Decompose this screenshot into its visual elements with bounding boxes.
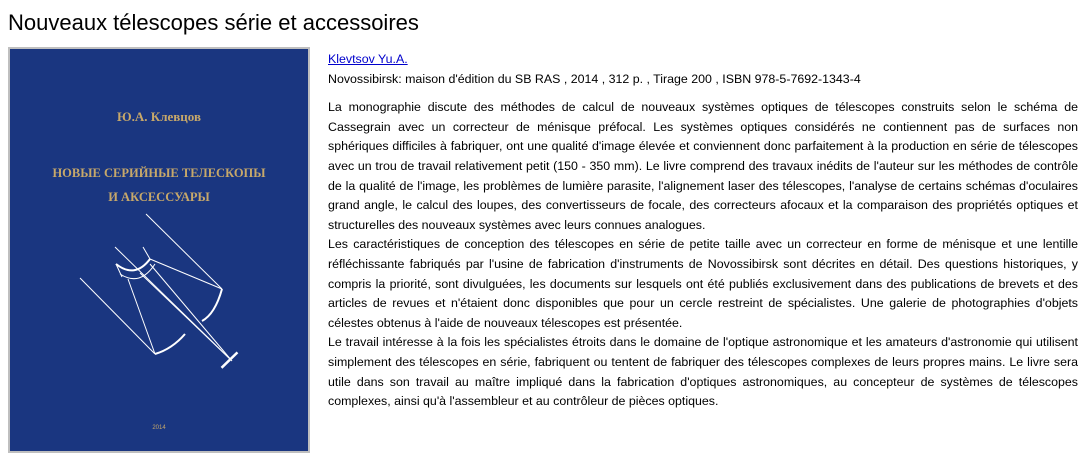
book-cover-image [8, 47, 310, 453]
description-paragraph: La monographie discute des méthodes de calcul de nouveaux systèmes optiques de télescopes construits selon le schéma de Cassegrain avec un correcteur de ménisque préfocal. Les systèmes optiques considérés ne contiennent pas de surfaces non sphériques difficiles à fabriquer, ont une qualité d'image élevée et conviennent donc parfaitement à la production en série de télescopes avec un trou de travail relativement petit (150 - 350 mm). Le livre comprend des travaux inédits de l'auteur sur les méthodes de contrôle de la qualité de l'image, les problèmes de lumière parasite, l'alignement laser des télescopes, l'analyse de certains schémas d'oculaires grand angle, le calcul des loupes, des convertisseurs de focale, des correcteurs afocaux et la comparaison des propriétés optiques et structurelles des nouveaux systèmes avec leurs connues analogues. [328, 100, 1078, 232]
cover-title-1: НОВЫЕ СЕРИЙНЫЕ ТЕЛЕСКОПЫ [52, 166, 266, 180]
author-link[interactable]: Klevtsov Yu.A. [328, 52, 408, 66]
cover-author: Ю.А. Клевцов [117, 109, 201, 124]
publication-info: Novossibirsk: maison d'édition du SB RAS , 2014 , 312 p. , Tirage 200 , ISBN 978-5-7692-1343-4 [328, 71, 861, 86]
cover-title-2: И АКСЕССУАРЫ [108, 190, 210, 204]
description-paragraph: Le travail intéresse à la fois les spécialistes étroits dans le domaine de l'optique astronomique et les amateurs d'astronomie qui utilisent simplement des télescopes en série, fabriquent ou tentent de fabriquer des télescopes complexes de leurs propres mains. Le livre sera utile dans son travail au maître impliqué dans la fabrication d'optiques astronomiques, au concepteur de systèmes de télescopes complexes, ainsi qu'à l'assembleur et au contrôleur de pièces optiques. [328, 335, 1078, 409]
page-title: Nouveaux télescopes série et accessoires [8, 10, 419, 35]
description-paragraph: Les caractéristiques de conception des télescopes en série de petite taille avec un correcteur en forme de ménisque et une lentille réfléchissante fabriqués par l'usine de fabrication d'instruments de Novossibirsk sont décrites en détail. Des questions historiques, y compris la priorité, sont divulguées, les documents sur lesquels ont été publiés exclusivement dans des publications de brevets et des articles de revues et n'étaient donc disponibles que pour un cercle restreint de spécialistes. Une galerie de photographies d'objets célestes obtenus à l'aide de nouveaux télescopes est présentée. [328, 237, 1078, 330]
book-details [328, 50, 1078, 412]
book-description [328, 98, 1078, 412]
cover-year: 2014 [152, 425, 166, 431]
telescope-diagram [80, 214, 237, 370]
